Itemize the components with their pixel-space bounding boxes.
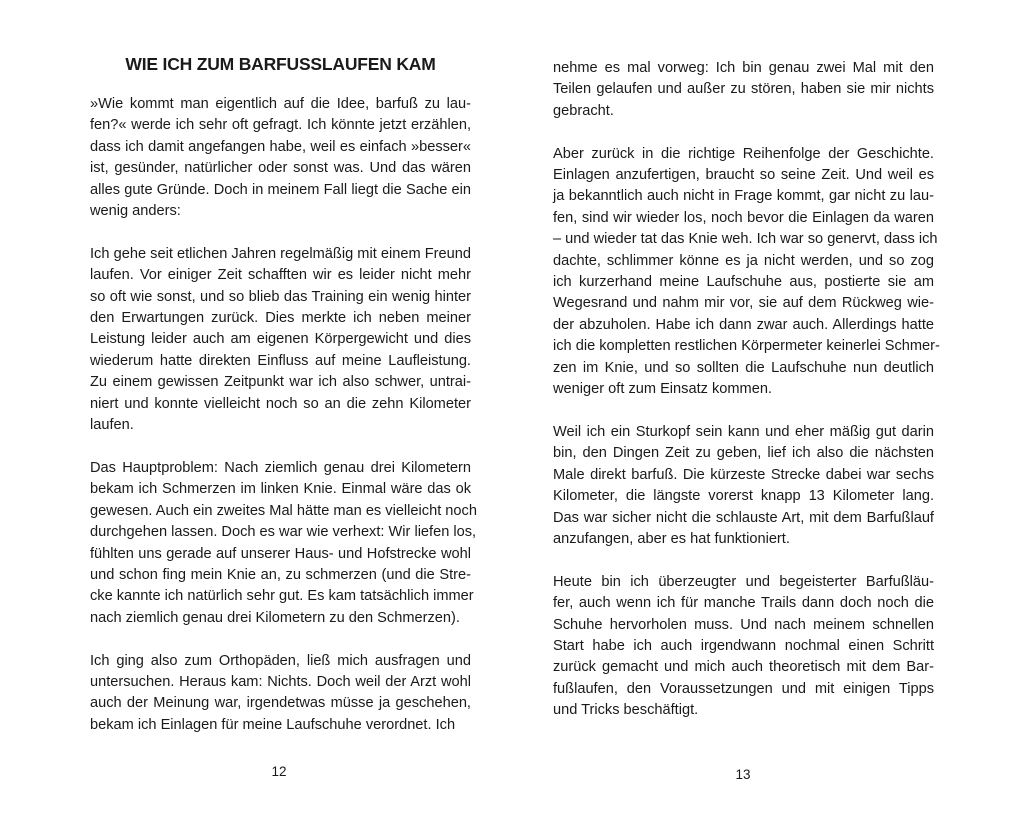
page-number-left: 12 <box>271 764 287 779</box>
text-line: Ich gehe seit etlichen Jahren regelmäßig mit einem Freund <box>90 245 471 262</box>
text-line: den Erwartungen zurück. Dies merkte ich neben meiner <box>90 310 471 327</box>
paragraph <box>553 58 934 122</box>
text-line: anzufangen, aber es hat funktioniert. <box>553 530 790 547</box>
text-line: ja bekanntlich auch nicht in Frage kommt, gar nicht zu lau- <box>553 188 934 205</box>
text-line: niert und konnte vielleicht noch so an die zehn Kilometer <box>90 395 471 412</box>
text-line: Heute bin ich überzeugter und begeisterter Barfußläu- <box>553 573 934 590</box>
text-line: bekam ich Schmerzen im linken Knie. Einmal wäre das ok <box>90 481 471 498</box>
text-line: der abzuholen. Habe ich dann zwar auch. Allerdings hatte <box>553 316 934 333</box>
paragraph <box>553 144 940 401</box>
text-line: gewesen. Auch ein zweites Mal hätte man es vielleicht noch <box>90 502 477 519</box>
right-page <box>553 0 940 833</box>
text-line: und schon fing mein Knie an, zu schmerzen (und die Stre- <box>90 566 471 583</box>
right-page-text <box>553 58 940 722</box>
text-line: gebracht. <box>553 102 614 119</box>
text-line: zen im Knie, und so sollten die Laufschuhe nun deutlich <box>553 359 934 376</box>
text-line: ist, gesünder, natürlicher oder sonst was. Und das wären <box>90 160 471 177</box>
left-page-text <box>90 94 477 736</box>
paragraph <box>553 572 934 722</box>
text-line: nach ziemlich genau drei Kilometern zu den Schmerzen). <box>90 609 460 626</box>
text-line: Teilen gelaufen und außer zu stören, haben sie mir nichts <box>553 81 934 98</box>
paragraph <box>90 458 477 629</box>
text-line: weniger oft zum Einsatz kommen. <box>553 381 772 398</box>
text-line: Kilometer, die längste vorerst knapp 13 Kilometer lang. <box>553 488 934 505</box>
text-line: »Wie kommt man eigentlich auf die Idee, barfuß zu lau- <box>90 96 471 112</box>
text-line: Einlagen anzufertigen, braucht so seine Zeit. Und weil es <box>553 167 934 184</box>
text-line: auch der Meinung war, irgendetwas müsse ja geschehen, <box>90 695 471 712</box>
paragraph <box>90 244 471 437</box>
text-line: Aber zurück in die richtige Reihenfolge der Geschichte. <box>553 145 934 162</box>
text-line: nehme es mal vorweg: Ich bin genau zwei Mal mit den <box>553 60 934 76</box>
text-line: Leistung leider auch am eigenen Körpergewicht und dies <box>90 331 471 348</box>
text-line: laufen. Vor einiger Zeit schafften wir es leider nicht mehr <box>90 267 471 284</box>
text-line: dachte, schlimmer könne es ja nicht werden, und so zog <box>553 252 934 269</box>
text-line: zurück gemacht und mich auch theoretisch mit dem Bar- <box>553 659 934 676</box>
text-line: Start habe ich auch irgendwann nochmal einen Schritt <box>553 637 934 654</box>
text-line: durchgehen lassen. Doch es war wie verhext: Wir liefen los, <box>90 524 477 541</box>
page-number-right: 13 <box>735 767 751 782</box>
text-line: Schuhe hervorholen muss. Und nach meinem schnellen <box>553 616 934 633</box>
text-line: fer, auch wenn ich für manche Trails dann doch noch die <box>553 595 934 612</box>
text-line: laufen. <box>90 417 134 434</box>
text-line: und Tricks beschäftigt. <box>553 702 699 719</box>
text-line: ich kurzerhand meine Laufschuhe aus, postierte sie am <box>553 274 934 291</box>
text-line: Wegesrand und nahm mir vor, sie auf dem Rückweg wie- <box>553 295 934 312</box>
text-line: fühlten uns gerade auf unserer Haus- und Hofstrecke wohl <box>90 545 471 562</box>
text-line: Zu einem gewissen Zeitpunkt war ich also schwer, untrai- <box>90 374 471 391</box>
text-line: untersuchen. Heraus kam: Nichts. Doch weil der Arzt wohl <box>90 673 471 690</box>
text-line: Das war sicher nicht die schlauste Art, mit dem Barfußlauf <box>553 509 934 526</box>
paragraph <box>553 422 934 550</box>
text-line: bekam ich Einlagen für meine Laufschuhe verordnet. Ich <box>90 716 456 733</box>
text-line: wenig anders: <box>90 203 181 220</box>
text-line: so oft wie sonst, und so blieb das Training ein wenig hinter <box>90 288 471 305</box>
text-line: fußlaufen, den Voraussetzungen und mit einigen Tipps <box>553 680 934 697</box>
paragraph <box>90 651 471 737</box>
text-line: wiederum hatte direkten Einfluss auf meine Laufleistung. <box>90 352 471 369</box>
text-line: cke kannte ich natürlich sehr gut. Es kam tatsächlich immer <box>90 588 474 605</box>
left-page <box>90 0 477 833</box>
text-line: fen?« werde ich sehr oft gefragt. Ich könnte jetzt erzählen, <box>90 117 471 134</box>
text-line: ich die kompletten restlichen Körpermeter keinerlei Schmer- <box>553 338 940 355</box>
text-line: Weil ich ein Sturkopf sein kann und eher mäßig gut darin <box>553 423 934 440</box>
text-line: Das Hauptproblem: Nach ziemlich genau drei Kilometern <box>90 459 471 476</box>
chapter-title: WIE ICH ZUM BARFUSSLAUFEN KAM <box>125 54 436 74</box>
text-line: bin, den Dingen Zeit zu geben, lief ich also die nächsten <box>553 445 934 462</box>
paragraph <box>90 94 471 222</box>
text-line: fen, sind wir wieder los, noch bevor die Einlagen da waren <box>553 209 934 226</box>
text-line: – und wieder tat das Knie weh. Ich war so genervt, dass ich <box>553 231 938 248</box>
text-line: alles gute Gründe. Doch in meinem Fall liegt die Sache ein <box>90 181 471 198</box>
text-line: dass ich damit angefangen habe, weil es einfach »besser« <box>90 138 471 155</box>
text-line: Ich ging also zum Orthopäden, ließ mich ausfragen und <box>90 652 471 669</box>
text-line: Male direkt barfuß. Die kürzeste Strecke dabei war sechs <box>553 466 934 483</box>
